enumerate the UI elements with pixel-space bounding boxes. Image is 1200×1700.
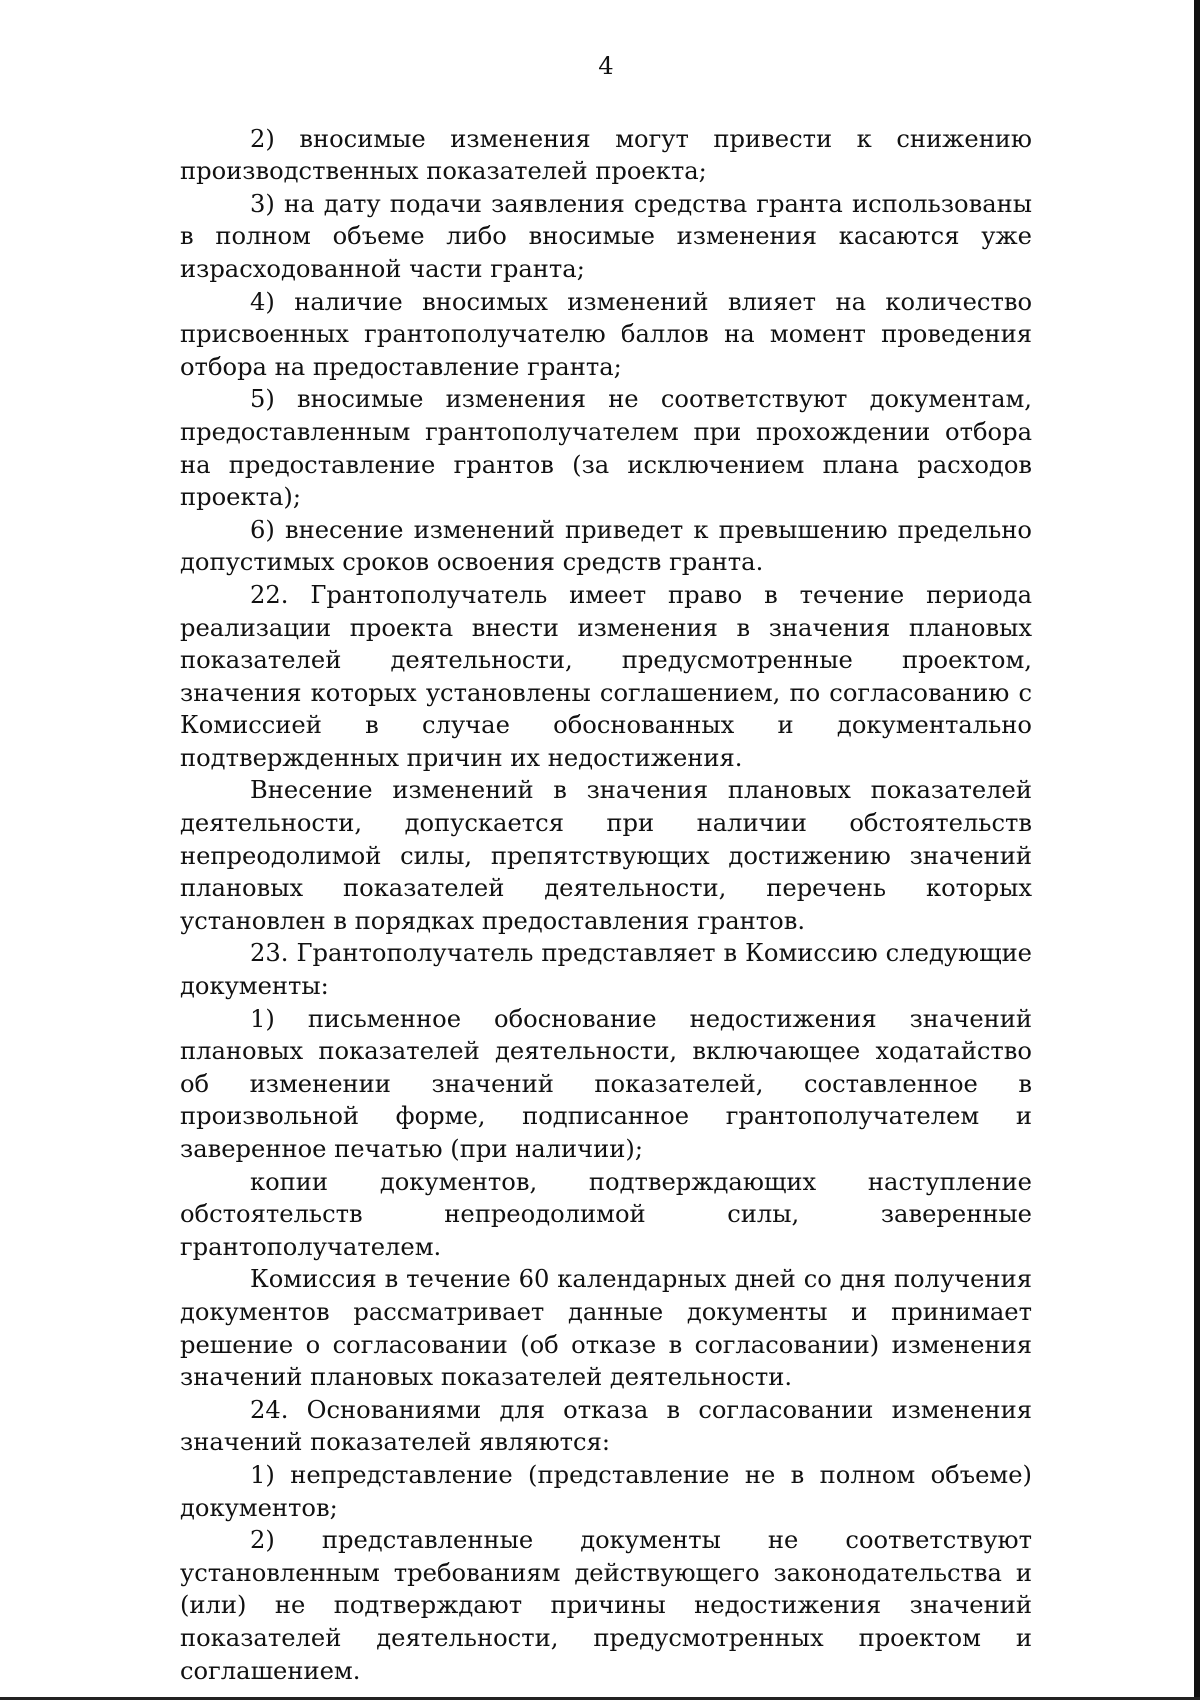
paragraph-item-5-documents-mismatch: 5) вносимые изменения не соответствуют документам, предоставленным грантополучателем при прохождении отбора на предоставление грантов (за исключением плана расходов проекта); — [180, 385, 1032, 512]
paragraph-item-4-selection-points: 4) наличие вносимых изменений влияет на количество присвоенных грантополучателю баллов на момент проведения отбора на предоставление гранта; — [180, 287, 1032, 381]
paragraph-commission-decision: Комиссия в течение 60 календарных дней со дня получения документов рассматривает данные документы и принимает решение о согласовании (об отказе в согласовании) изменения значений плановых показателей деятельности. — [180, 1265, 1032, 1392]
paragraph-item-1-non-submission: 1) непредставление (представление не в полном объеме) документов; — [180, 1460, 1032, 1522]
paragraph-item-2-documents-noncompliant: 2) представленные документы не соответствуют установленным требованиям действующего законодательства и (или) не подтверждают причины недостижения значений показателей деятельности, предусмотренных проектом и соглашением. — [180, 1526, 1032, 1685]
paragraph-section-22: 22. Грантополучатель имеет право в течение периода реализации проекта внести изменения в значения плановых показателей деятельности, предусмотренные проектом, значения которых установлены соглашением, по согласованию с Комиссией в случае обоснованных и документально подтвержденных причин их недостижения. — [180, 580, 1032, 772]
paragraph-item-1-written-justification: 1) письменное обоснование недостижения значений плановых показателей деятельности, включающее ходатайство об изменении значений показателей, составленное в произвольной форме, подписанное грантополучателем и заверенное печатью (при наличии); — [180, 1004, 1032, 1163]
paragraph-force-majeure: Внесение изменений в значения плановых показателей деятельности, допускается при наличии обстоятельств непреодолимой силы, препятствующих достижению значений плановых показателей деятельности, перечень которых установлен в порядках предоставления грантов. — [180, 776, 1032, 935]
paragraph-item-3-grant-funds-used: 3) на дату подачи заявления средства гранта использованы в полном объеме либо вносимые изменения касаются уже израсходованной части гранта; — [180, 189, 1032, 283]
paragraph-item-2-production-indicators: 2) вносимые изменения могут привести к снижению производственных показателей проекта; — [180, 124, 1032, 186]
paragraph-section-24: 24. Основаниями для отказа в согласовании изменения значений показателей являются: — [180, 1395, 1032, 1457]
scan-edge-right — [1194, 0, 1200, 1700]
paragraph-document-copies: копии документов, подтверждающих наступление обстоятельств непреодолимой силы, заверенные грантополучателем. — [180, 1167, 1032, 1261]
paragraph-item-6-deadline-exceeded: 6) внесение изменений приведет к превышению предельно допустимых сроков освоения средств гранта. — [180, 515, 1032, 577]
document-page — [180, 50, 1032, 1687]
page-number: 4 — [598, 52, 614, 80]
paragraph-section-23: 23. Грантополучатель представляет в Комиссию следующие документы: — [180, 939, 1032, 1001]
